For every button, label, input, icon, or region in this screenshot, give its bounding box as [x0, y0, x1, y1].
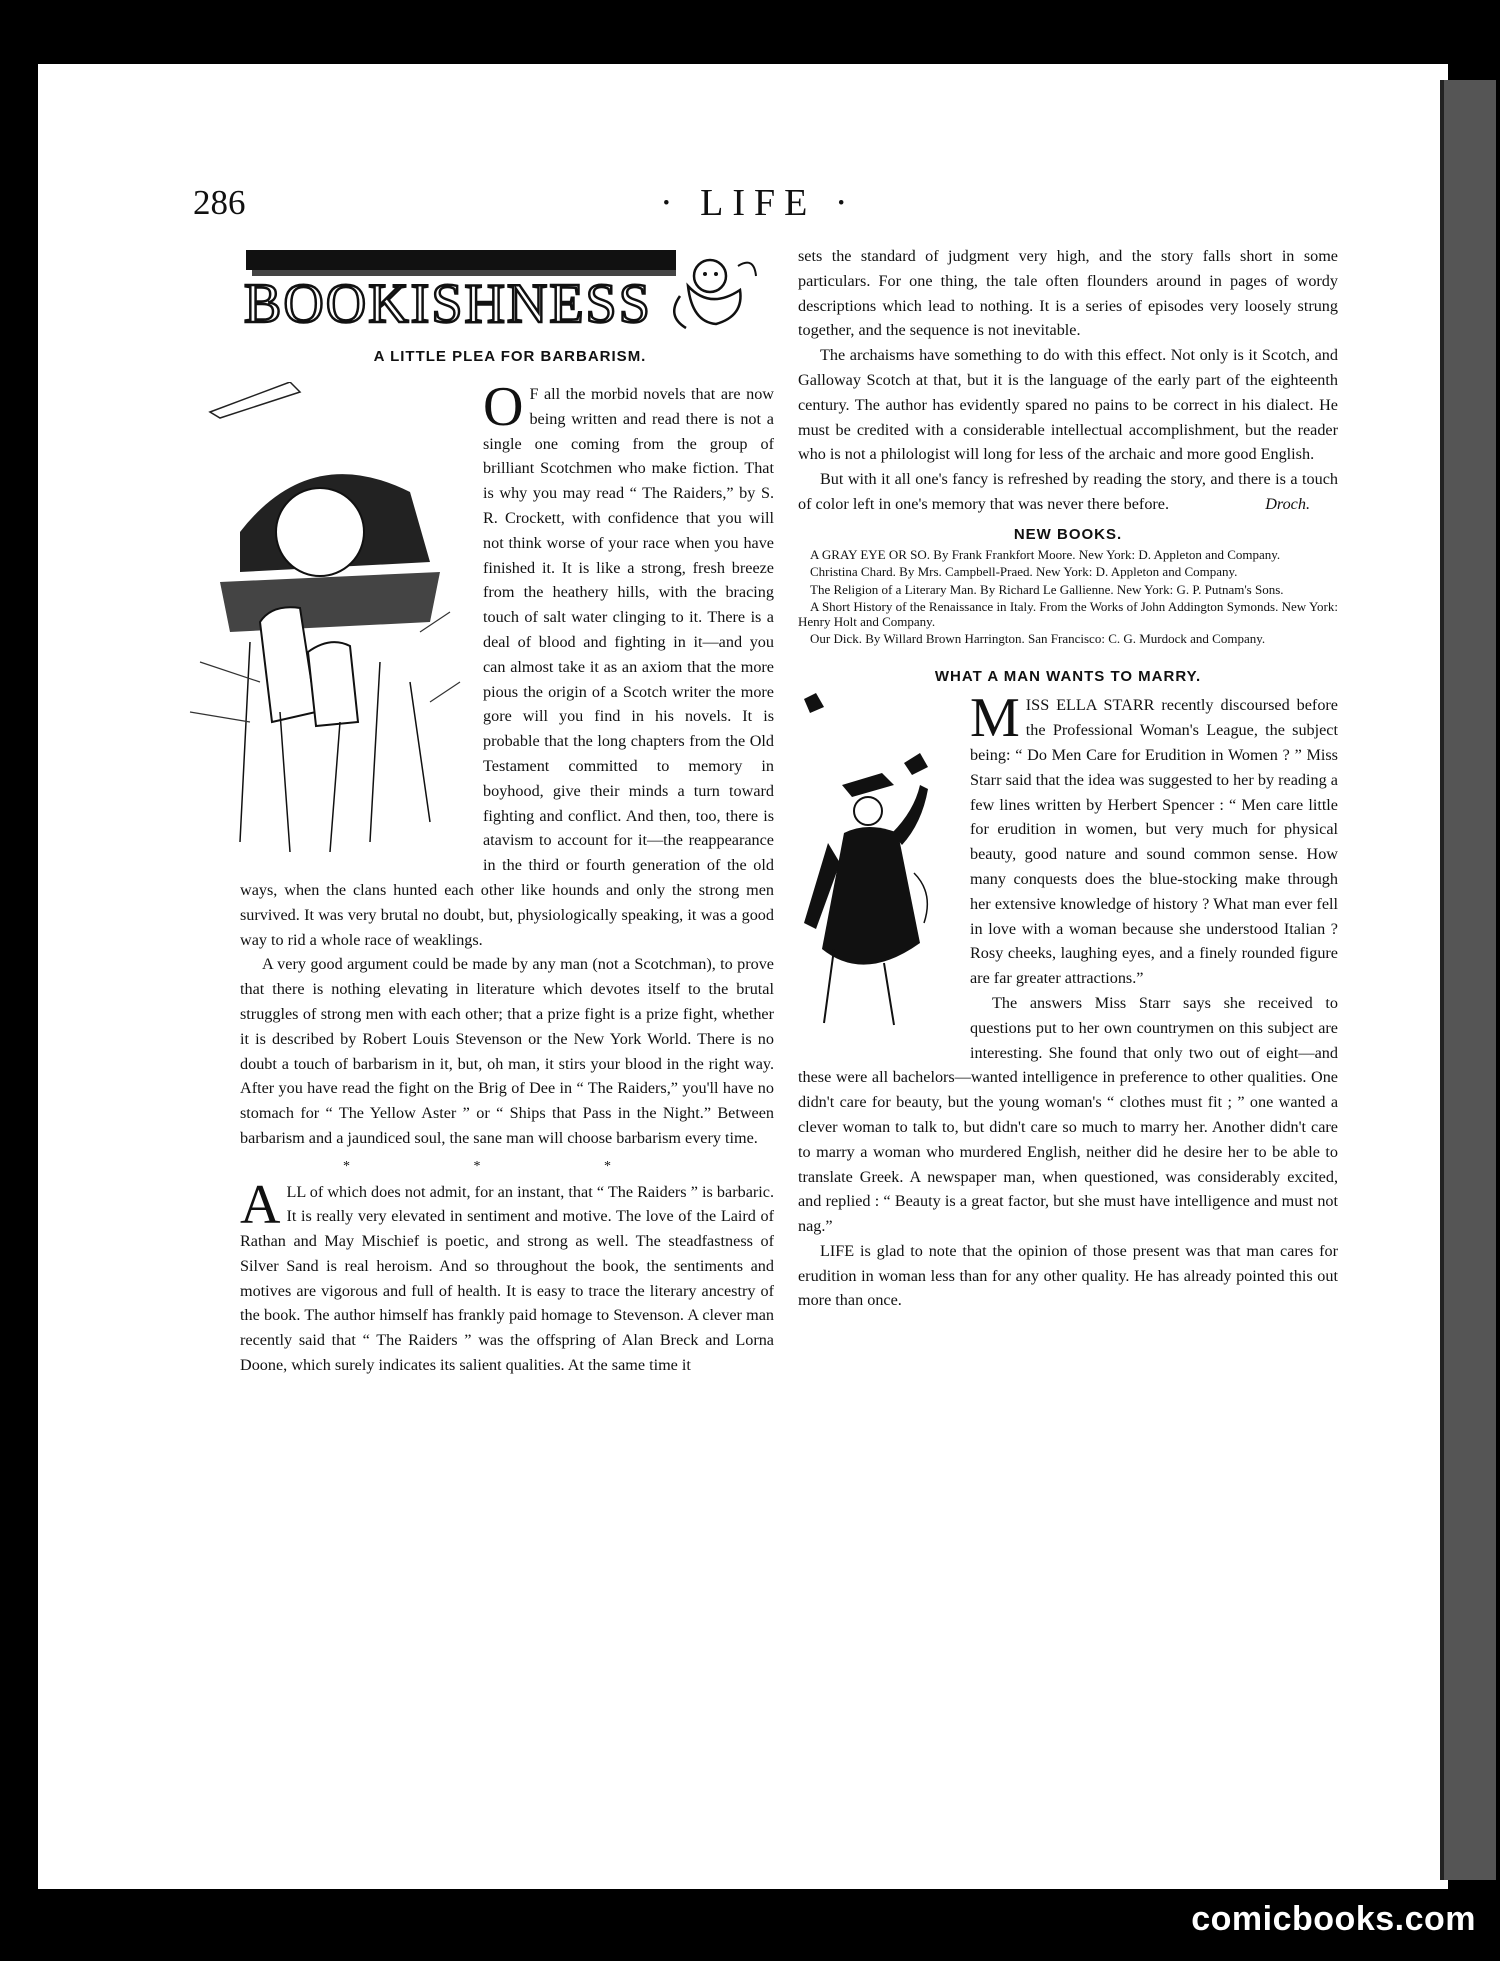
- left-column: [240, 376, 774, 1378]
- article1-paragraph-3: LL of which does not admit, for an instant, that “ The Raiders ” is barbaric. It is really very elevated in sentiment and motive. The love of the Laird of Rathan and May Mischief is poetic, and strong as well. The steadfastness of Silver Sand is real heroism. And so throughout the book, the sentiments and motives are vigorous and full of health. It is easy to trace the literary ancestry of the book. The author himself has frankly paid homage to Stevenson. A clever man recently said that “ The Raiders ” was the offspring of Alan Breck and Lorna Doone, which surely indicates its salient qualities. At the same time it: [240, 1182, 774, 1375]
- flying-book-icon: [804, 693, 824, 713]
- bookishness-banner: [240, 246, 760, 342]
- book-entry: A GRAY EYE OR SO. By Frank Frankfort Moore. New York: D. Appleton and Company.: [810, 546, 1281, 562]
- article1-paragraph-1: F all the morbid novels that are now being written and read there is not a single one coming from the group of brilliant Scotchmen who make fiction. That is why you may read “ The Raiders,” by S. R. Crockett, with confidence that you will not think worse of your race when you have finished it. It is like a strong, fresh breeze from the heathery hills, with the bracing touch of salt water clinging to it. There is a deal of blood and fighting in it—and you can almost take it as an axiom that the more pious the origin of a Scotch writer the more gore will you find in his novels. It is probable that the long chapters from the Old Testament committed to memory in boyhood, give their minds a turn toward fighting and conflict. And then, too, there is atavism to account for it—the reappearance in the third or fourth generation of the old ways, when the clans hunted each other like hounds and only the strong men survived. It was very brutal no doubt, but, physiologically speaking, it was a good way to rid a whole race of weaklings.: [240, 385, 774, 949]
- article2-paragraph-3: LIFE is glad to note that the opinion of those present was that man cares for erudition in woman less than for any other quality. He has already pointed this out more than once.: [798, 1241, 1338, 1310]
- drop-cap-o: O: [483, 376, 524, 438]
- adjacent-page-edge: [1440, 80, 1496, 1880]
- page-number: 286: [193, 183, 246, 222]
- author-signature: Droch.: [1265, 494, 1310, 513]
- masthead: · LIFE ·: [660, 182, 857, 224]
- new-books-heading: NEW BOOKS.: [1013, 525, 1123, 543]
- article1-paragraph-5: The archaisms have something to do with this effect. Not only is it Scotch, and Galloway Scotch at that, but it is the language of the early part of the eighteenth century. The author has evidently spared no pains to be correct in his dialect. He must be credited with a considerable intellectual accomplishment, but the reader who is not a philologist will long for less of the archaic and more good English.: [798, 346, 1338, 464]
- book-entry: The Religion of a Literary Man. By Richard Le Gallienne. New York: G. P. Putnam's Sons.: [810, 581, 1284, 597]
- article1-paragraph-6: [798, 467, 1338, 517]
- drop-cap-a: A: [240, 1173, 281, 1236]
- article2-paragraph-1: ISS ELLA STARR recently discoursed before the Professional Woman's League, the subject being: “ Do Men Care for Erudition in Women ? ” Miss Starr said that the idea was suggested to her by reading a few lines written by Herbert Spencer : “ Men care little for erudition in women, but very much for physical beauty, good nature and sound common sense. How many conquests does the blue-stocking make through her extensive knowledge of history ? What man ever fell in love with a woman because she understood Italian ? Rosy cheeks, laughing eyes, and a finely rounded figure are far greater attractions.”: [970, 696, 1338, 988]
- watermark: comicbooks.com: [1191, 1900, 1476, 1938]
- moon-gravestone-illustration: [180, 382, 475, 857]
- new-books-list: [798, 548, 1338, 647]
- mortarboard-icon: [842, 773, 894, 797]
- article1-paragraph-4: sets the standard of judgment very high, and the story falls short in some particulars. For one thing, the tale often flounders around in pages of wordy descriptions which lead to nothing. It is a series of episodes very loosely strung together, and the sequence is not inevitable.: [798, 247, 1338, 340]
- banner-bar: [246, 250, 676, 270]
- article-heading: WHAT A MAN WANTS TO MARRY.: [934, 667, 1202, 685]
- book-entry: Christina Chard. By Mrs. Campbell-Praed. New York: D. Appleton and Company.: [810, 564, 1238, 580]
- right-column: [798, 244, 1338, 1313]
- section-separator: * * *: [343, 1158, 671, 1174]
- moon-icon: [276, 488, 364, 576]
- cherub-icon: [674, 260, 756, 328]
- gown: [822, 827, 920, 965]
- graduate-woman-illustration: [794, 693, 964, 1043]
- article2-paragraph-2: The answers Miss Starr says she received to questions put to her own countrymen on this subject are interesting. She found that only two out of eight—and these were all bachelors—wanted intelligence in preference to other qualities. One didn't care for beauty, but the young woman's “ clothes must fit ; ” one wanted a clever woman to talk to, but didn't care so much to marry her. Another didn't care to marry a woman who murdered English, neither did he desire her to be able to translate Greek. A newspaper man, when questioned, was considerably excited, and replied : “ Beauty is a great factor, but she must have intelligence and must not nag.”: [798, 993, 1338, 1236]
- drop-cap-m: M: [970, 687, 1020, 750]
- book-entry: A Short History of the Renaissance in Italy. From the Works of John Addington Symonds. New York: Henry Holt and Company.: [798, 599, 1338, 629]
- banner-title: BOOKISHNESS: [244, 273, 652, 335]
- article1-paragraph-2: A very good argument could be made by any man (not a Scotchman), to prove that there is nothing elevating in literature which devotes itself to the brutal struggles of strong men with each other; that a prize fight is a prize fight, whether it is described by Robert Louis Stevenson or the New York World. There is no doubt a touch of barbarism in it, but, oh man, it stirs your blood in the right way. After you have read the fight on the Brig of Dee in “ The Raiders,” you'll have no stomach for “ The Yellow Aster ” or “ Ships that Pass in the Night.” Between barbarism and a jaundiced soul, the sane man will choose barbarism every time.: [240, 955, 774, 1147]
- article-heading: A LITTLE PLEA FOR BARBARISM.: [373, 348, 647, 365]
- book-entry: Our Dick. By Willard Brown Harrington. San Francisco: C. G. Murdock and Company.: [810, 631, 1266, 647]
- article1-paragraph-6-text: But with it all one's fancy is refreshed by reading the story, and there is a touch of color left in one's memory that was never there before.: [798, 470, 1338, 513]
